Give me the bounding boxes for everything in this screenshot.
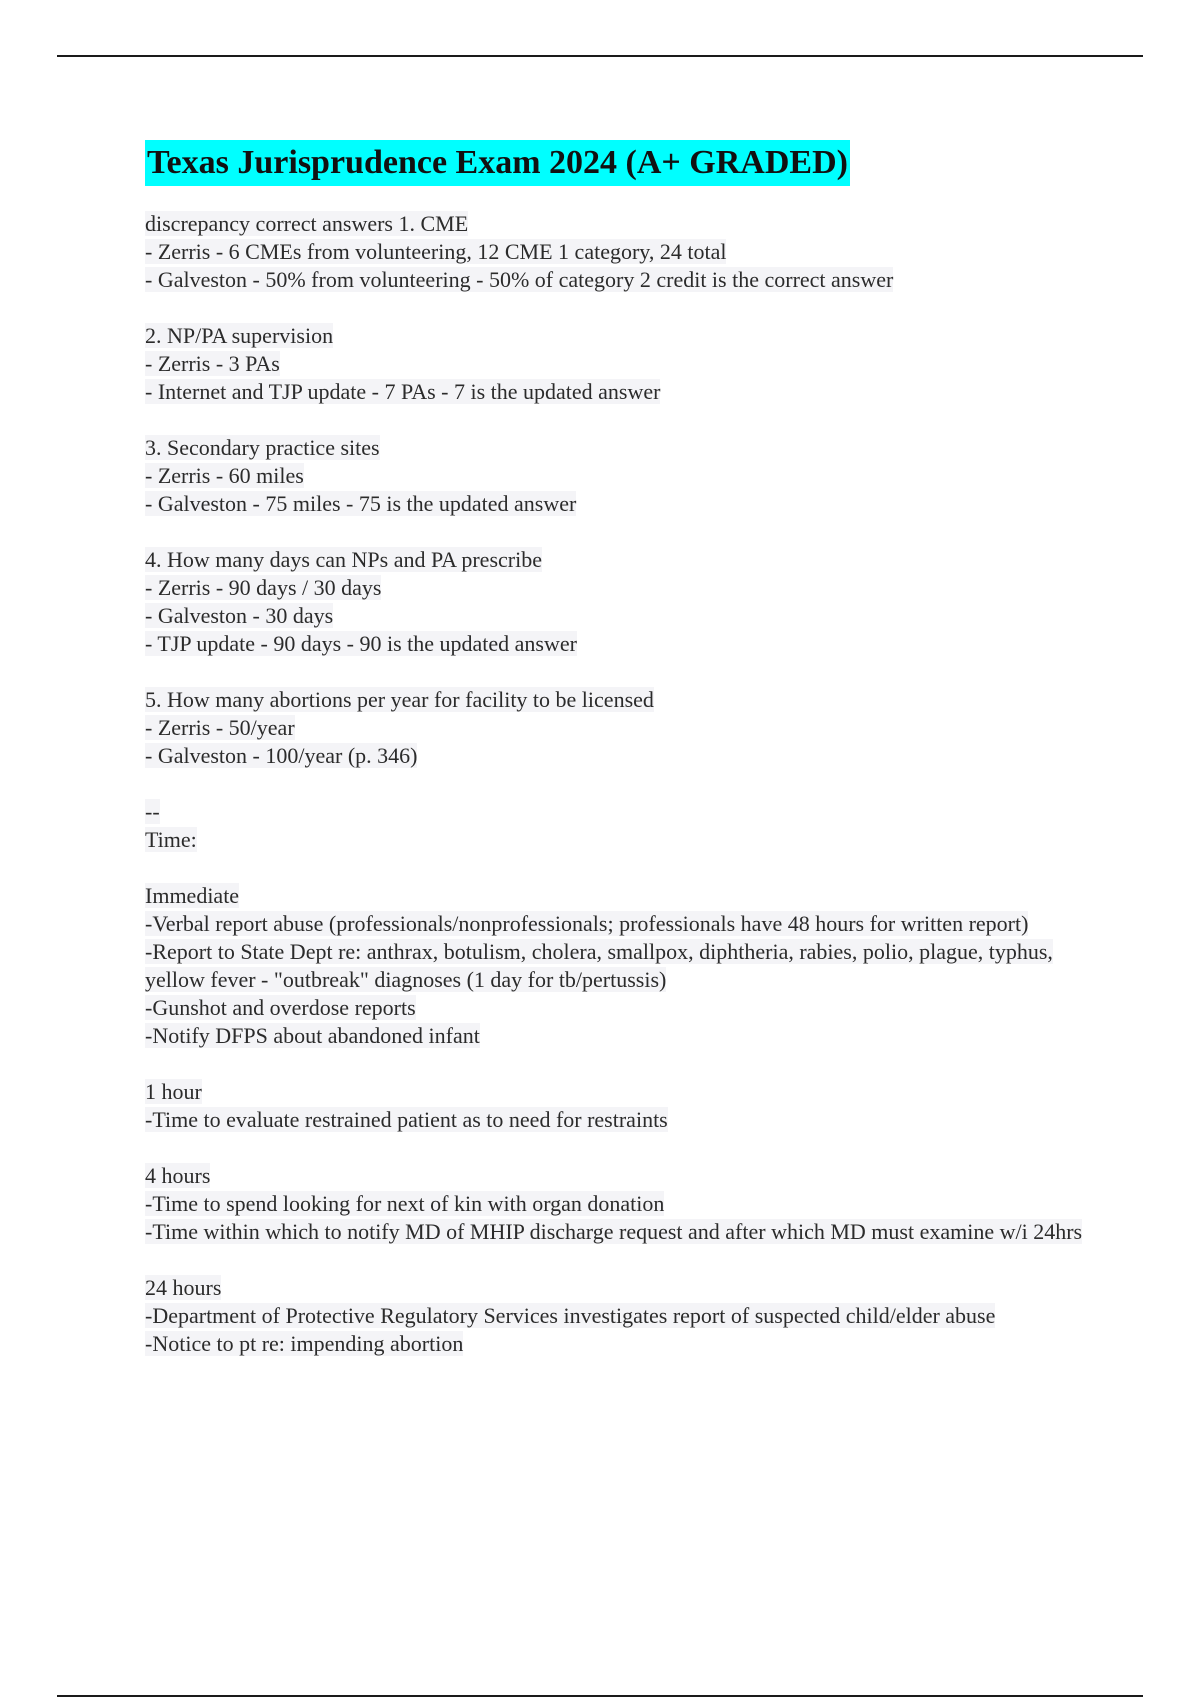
text-block [145,686,1105,770]
text-line [145,686,1105,714]
text-line [145,238,1105,266]
title-wrap [145,140,1105,186]
text-line-content: Immediate [145,883,240,908]
document-body [145,140,1105,1386]
text-line-content: -Time to evaluate restrained patient as to need for restraints [145,1107,668,1132]
text-line [145,1106,1105,1134]
text-line-content: - TJP update - 90 days - 90 is the updated answer [145,631,577,656]
text-line-content: - Zerris - 3 PAs [145,351,280,376]
text-line-content: - Zerris - 50/year [145,715,295,740]
text-block [145,434,1105,518]
text-line-content: -Gunshot and overdose reports [145,995,416,1020]
text-line-content: - Internet and TJP update - 7 PAs - 7 is the updated answer [145,379,661,404]
text-line-content: - Galveston - 30 days [145,603,334,628]
top-rule [57,55,1143,57]
text-line-content: 4 hours [145,1163,211,1188]
text-line-content: discrepancy correct answers 1. CME [145,211,469,236]
document-blocks [145,210,1105,1358]
text-line [145,378,1105,406]
text-line [145,546,1105,574]
text-line-content: -Report to State Dept re: anthrax, botulism, cholera, smallpox, diphtheria, rabies, polio, plague, typhus, yellow fever - "outbreak" diagnoses (1 day for tb/pertussis) [145,939,1053,992]
text-line [145,322,1105,350]
text-line [145,462,1105,490]
text-line [145,1190,1105,1218]
text-line-content: - Galveston - 50% from volunteering - 50% of category 2 credit is the correct answer [145,267,894,292]
text-line-content: 4. How many days can NPs and PA prescribe [145,547,542,572]
text-block [145,1274,1105,1358]
text-line [145,714,1105,742]
text-line-content: 5. How many abortions per year for facility to be licensed [145,687,654,712]
text-line [145,798,1105,826]
document-title: Texas Jurisprudence Exam 2024 (A+ GRADED) [145,140,850,186]
text-block [145,882,1105,1050]
text-line [145,994,1105,1022]
text-line [145,602,1105,630]
text-line-content: - Galveston - 75 miles - 75 is the updated answer [145,491,577,516]
text-line [145,434,1105,462]
text-line-content: -Department of Protective Regulatory Services investigates report of suspected child/elder abuse [145,1303,996,1328]
text-block [145,322,1105,406]
text-block [145,546,1105,658]
text-line-content: 3. Secondary practice sites [145,435,380,460]
text-line [145,1078,1105,1106]
text-line-content: - Zerris - 60 miles [145,463,304,488]
text-block [145,210,1105,294]
text-line [145,1302,1105,1330]
text-line [145,630,1105,658]
text-line [145,574,1105,602]
text-line [145,1162,1105,1190]
text-line-content: - Galveston - 100/year (p. 346) [145,743,418,768]
text-block [145,798,1105,854]
text-line [145,742,1105,770]
text-line-content: -Notify DFPS about abandoned infant [145,1023,480,1048]
text-block [145,1078,1105,1134]
text-line [145,1330,1105,1358]
text-line-content: -Time within which to notify MD of MHIP discharge request and after which MD must examine w/i 24hrs [145,1219,1083,1244]
text-line [145,910,1105,938]
text-line [145,490,1105,518]
text-line-content: -Verbal report abuse (professionals/nonprofessionals; professionals have 48 hours for written report) [145,911,1029,936]
text-line [145,1022,1105,1050]
text-line [145,350,1105,378]
text-line-content: 2. NP/PA supervision [145,323,334,348]
text-line-content: 1 hour [145,1079,202,1104]
text-line [145,1274,1105,1302]
text-line [145,266,1105,294]
text-line-content: -- [145,799,160,824]
text-line-content: -Notice to pt re: impending abortion [145,1331,464,1356]
text-line [145,938,1105,994]
text-line-content: - Zerris - 6 CMEs from volunteering, 12 CME 1 category, 24 total [145,239,727,264]
text-line-content: - Zerris - 90 days / 30 days [145,575,382,600]
text-line [145,1218,1105,1246]
text-line [145,826,1105,854]
text-line [145,882,1105,910]
text-line [145,210,1105,238]
text-line-content: Time: [145,827,197,852]
bottom-rule [57,1695,1143,1697]
text-line-content: -Time to spend looking for next of kin with organ donation [145,1191,665,1216]
text-block [145,1162,1105,1246]
text-line-content: 24 hours [145,1275,222,1300]
